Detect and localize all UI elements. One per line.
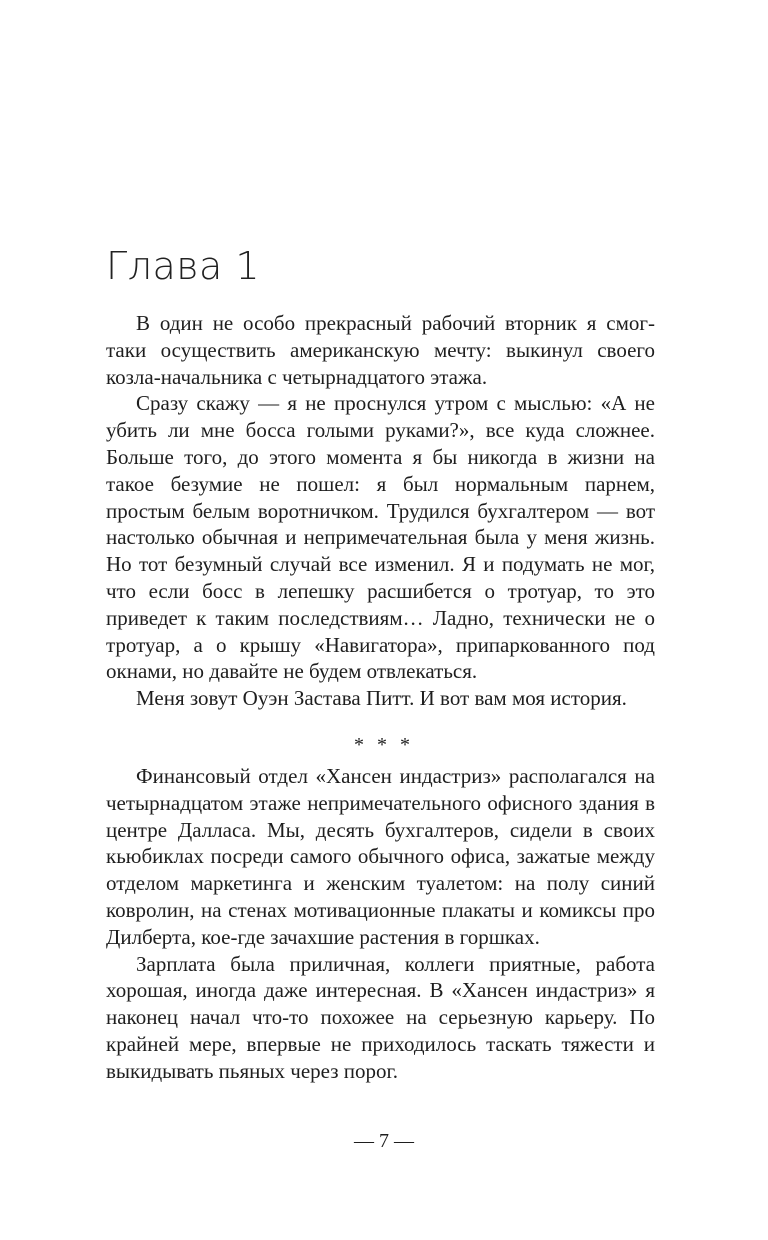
- paragraph: Финансовый отдел «Хансен индастриз» располагался на четырнадцатом этаже непримечательного офисного здания в центре Далласа. Мы, десять бухгалтеров, сидели в своих кьюбиклах посреди самого обычного офиса, зажатые между отделом маркетинга и женским туалетом: на полу синий ковролин, на стенах мотивационные плакаты и комиксы про Дилберта, кое-где зачахшие растения в горшках.: [106, 764, 655, 949]
- paragraph: Сразу скажу — я не проснулся утром с мыслью: «А не убить ли мне босса голыми руками?», все куда сложнее. Больше того, до этого момента я бы никогда в жизни на такое безумие не пошел: я был нормальным парнем, простым белым воротничком. Трудился бухгалтером — вот настолько обычная и непримечательная была у меня жизнь. Но тот безумный случай все изменил. Я и подумать не мог, что если босс в лепешку расшибется о тротуар, то это приведет к таким последствиям… Ладно, технически не о тротуар, а о крышу «Навигатора», припаркованного под окнами, но давайте не будем отвлекаться.: [106, 391, 655, 684]
- paragraph: Зарплата была приличная, коллеги приятные, работа хорошая, иногда даже интересная. В «Хансен индастриз» я наконец начал что-то похожее на серьезную карьеру. По крайней мере, впервые не приходилось таскать тяжести и выкидывать пьяных через порог.: [106, 951, 655, 1083]
- paragraph: Меня зовут Оуэн Застава Питт. И вот вам моя история.: [136, 686, 627, 711]
- text-block-1: [106, 310, 655, 712]
- paragraph: В один не особо прекрасный рабочий вторник я смог-таки осуществить американскую мечту: выкинул своего козла-начальника с четырнадцатого этажа.: [106, 311, 655, 389]
- text-block-2: [106, 763, 655, 1085]
- chapter-title: Глава 1: [106, 244, 261, 288]
- page-number: — 7 —: [354, 1130, 414, 1152]
- section-separator: * * *: [354, 734, 414, 756]
